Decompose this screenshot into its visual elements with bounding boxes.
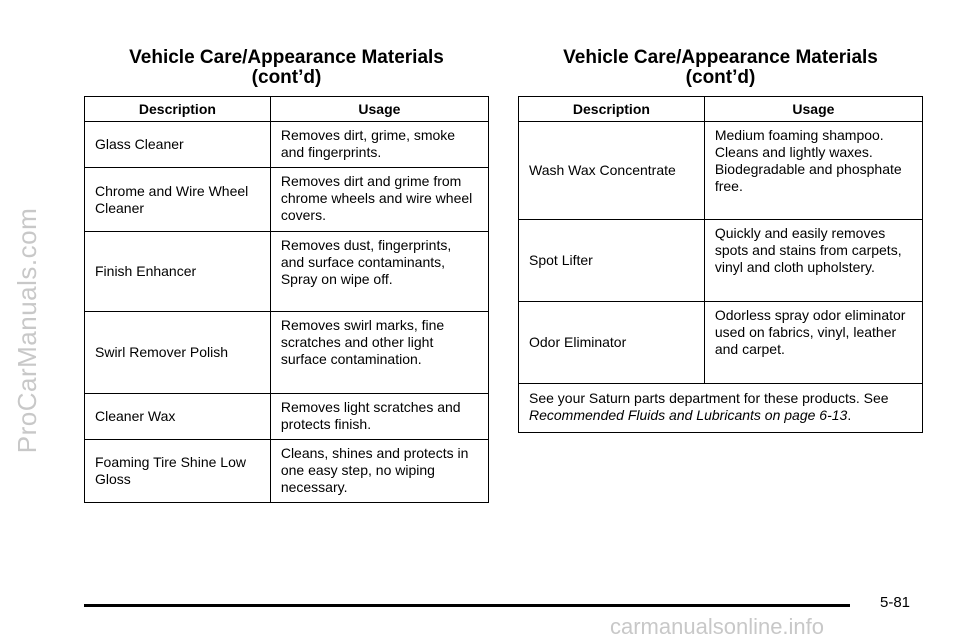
bottom-watermark: carmanualsonline.info	[610, 614, 825, 639]
header-description: Description	[85, 97, 271, 122]
table-row	[85, 232, 489, 312]
left-materials-table	[84, 96, 489, 503]
parts-note	[519, 384, 923, 433]
fluids-reference-link[interactable]: Recommended Fluids and Lubricants on page 6-13	[529, 407, 848, 423]
row-usage: Removes dust, fingerprints, and surface contaminants, Spray on wipe off.	[270, 232, 488, 312]
row-usage: Removes swirl marks, fine scratches and other light surface contamination.	[270, 312, 488, 394]
right-materials-table	[518, 96, 923, 433]
table-row	[519, 122, 923, 220]
right-title-line1: Vehicle Care/Appearance Materials	[563, 47, 878, 68]
row-usage: Removes dirt and grime from chrome wheels and wire wheel covers.	[270, 168, 488, 232]
table-header-row	[85, 97, 489, 122]
left-title-line1: Vehicle Care/Appearance Materials	[129, 47, 444, 68]
header-usage: Usage	[270, 97, 488, 122]
parts-note-end: .	[847, 407, 852, 423]
left-section-title	[84, 48, 489, 88]
row-description: Wash Wax Concentrate	[519, 122, 705, 220]
left-title-line2: (cont’d)	[251, 67, 322, 88]
table-row	[85, 394, 489, 440]
header-usage: Usage	[704, 97, 922, 122]
right-section	[518, 48, 923, 433]
row-description: Cleaner Wax	[85, 394, 271, 440]
row-description: Swirl Remover Polish	[85, 312, 271, 394]
row-usage: Removes light scratches and protects finish.	[270, 394, 488, 440]
row-description: Foaming Tire Shine Low Gloss	[85, 440, 271, 503]
table-header-row	[519, 97, 923, 122]
row-usage: Removes dirt, grime, smoke and fingerprints.	[270, 122, 488, 168]
row-usage: Quickly and easily removes spots and stains from carpets, vinyl and cloth upholstery.	[704, 220, 922, 302]
row-usage: Cleans, shines and protects in one easy step, no wiping necessary.	[270, 440, 488, 503]
parts-note-text: See your Saturn parts department for these products. See	[529, 390, 889, 406]
row-description: Spot Lifter	[519, 220, 705, 302]
table-row	[85, 122, 489, 168]
side-watermark	[8, 30, 48, 630]
table-note-row	[519, 384, 923, 433]
row-usage: Medium foaming shampoo. Cleans and lightly waxes. Biodegradable and phosphate free.	[704, 122, 922, 220]
right-section-title	[518, 48, 923, 88]
table-row	[85, 440, 489, 503]
footer-rule	[84, 604, 850, 607]
row-description: Chrome and Wire Wheel Cleaner	[85, 168, 271, 232]
table-row	[85, 168, 489, 232]
row-usage: Odorless spray odor eliminator used on fabrics, vinyl, leather and carpet.	[704, 302, 922, 384]
table-row	[519, 302, 923, 384]
side-watermark-text: ProCarManuals.com	[12, 207, 43, 453]
right-title-line2: (cont’d)	[685, 67, 756, 88]
header-description: Description	[519, 97, 705, 122]
left-section	[84, 48, 489, 503]
page-number: 5-81	[880, 594, 911, 611]
table-row	[519, 220, 923, 302]
table-row	[85, 312, 489, 394]
row-description: Glass Cleaner	[85, 122, 271, 168]
row-description: Odor Eliminator	[519, 302, 705, 384]
row-description: Finish Enhancer	[85, 232, 271, 312]
